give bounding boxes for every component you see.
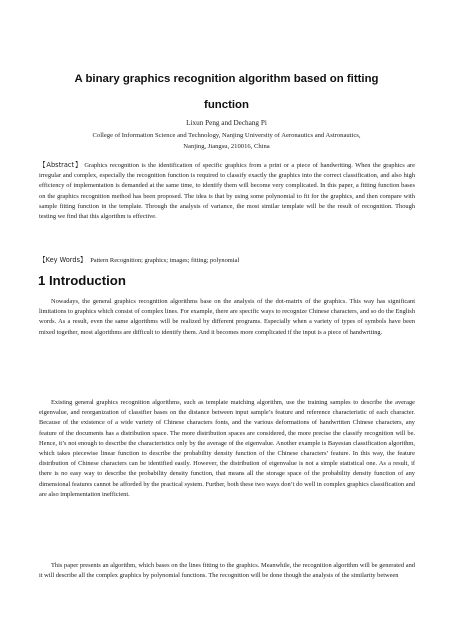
paragraph: This paper presents an algorithm, which bases on the lines fitting to the graphics. Meanwhile, the recognition algorithm will be generated and it will describe all the complex graphics by polynomial functions. The recognition will be done though the analysis of the similarity between <box>39 562 415 580</box>
keywords <box>39 255 415 266</box>
address: Nanjing, Jiangsu, 210016, China <box>183 143 270 150</box>
paper-title <box>60 66 393 118</box>
section-heading: 1 Introduction <box>38 273 126 288</box>
affiliation: College of Information Science and Technology, Nanjing University of Aeronautics and Astronautics, <box>92 132 361 139</box>
abstract-tag: 【Abstract】 <box>39 161 83 169</box>
title-line-1: A binary graphics recognition algorithm based on fitting <box>74 73 379 85</box>
abstract <box>39 160 415 222</box>
keywords-tag: 【Key Words】 <box>39 256 87 264</box>
keywords-text: Pattern Recognition; graphics; images; fitting; polynomial <box>90 257 240 264</box>
authors: Lixun Peng and Dechang Pi <box>186 119 267 127</box>
abstract-text: Graphics recognition is the identification of specific graphics from a print or a piece of handwriting. When the graphics are irregular and complex, especially the recognition function is required to classify exactly the graphics into the correct classification, and also high efficiency of implementation is demanded at the same time, to identify them will become very complicated. In this paper, a fitting function bases on the graphics recognition method has been proposed. The idea is that by using some polynomial to fit for the graphics, and then compare with sample fitting function in the template. Through the analysis of variance, the most similar template will be the result of recognition. Though testing we find that this algorithm is effective. <box>39 162 415 221</box>
paragraph: Nowadays, the general graphics recognition algorithms base on the analysis of the dot-matrix of the graphics. This way has significant limitations to graphics which consist of complex lines. For example, there are specific ways to recognize Chinese characters, and so do the English words. As a result, even the same algorithms will be realized by different programs. Especially when a variety of types of symbols have been mixed together, most algorithms are difficult to identify them. And it becomes more complicated if the input is a piece of handwriting. <box>39 298 415 336</box>
title-line-2: function <box>204 99 249 111</box>
paragraph: Existing general graphics recognition algorithms, such as template matching algorithm, use the training samples to describe the average eigenvalue, and reorganization of classifier bases on the distance between input sample’s feature and reference characteristic of each character. Because of the existence of a wide variety of Chinese characters fonts, and the various deformations of handwritten Chinese characters, any feature of the documents has a distribution space. The more distribution spaces are considered, the more precise the classify recognition will be. Hence, it’s not enough to describe the characteristics only by the average of the eigenvalue. Another example is Bayesian classification algorithm, which takes piecewise linear function to describe the probability density function of the Chinese characters’ feature. In this way, the feature distribution of Chinese characters can be identified easily. However, the distribution of eigenvalue is not a simple statistical one. As a result, if there is no easy way to describe the probability density function, that means all the storage space of the probability density function of any dimensional features cannot be afforded by the practical system. Further, both these two ways don’t do well in complex graphics classification and are also implementation inefficient. <box>39 399 415 498</box>
